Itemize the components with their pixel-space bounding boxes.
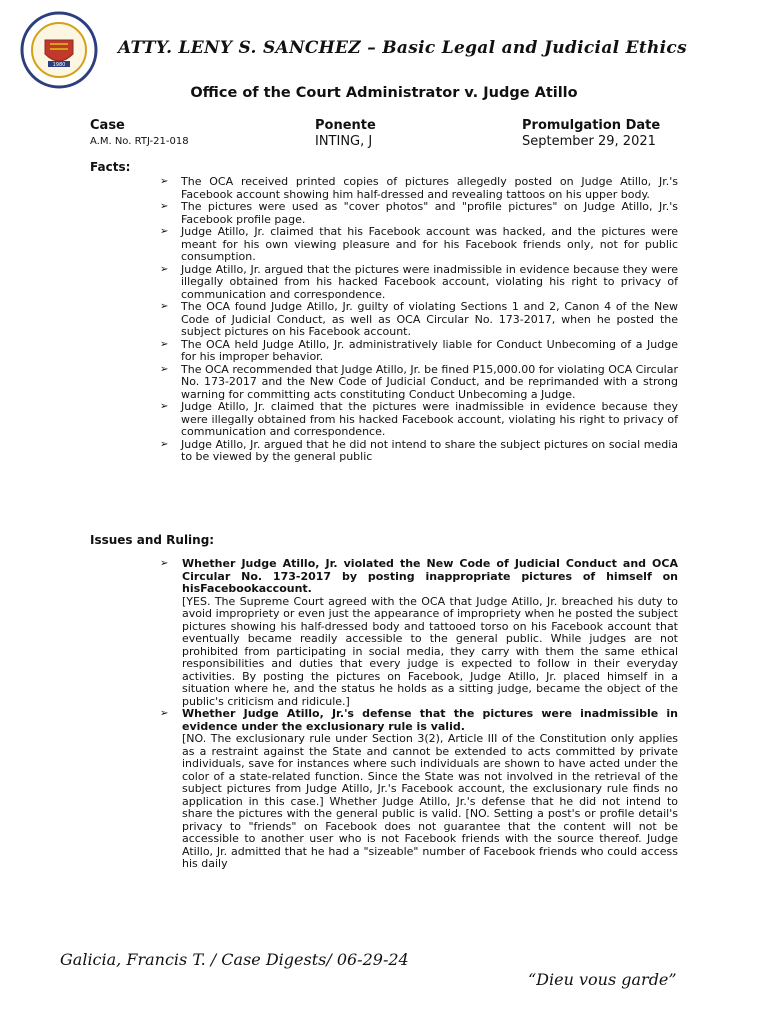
svg-text:1980: 1980 — [52, 62, 66, 68]
issues-label: Issues and Ruling: — [90, 533, 215, 547]
list-item: ➢ Judge Atillo, Jr. argued that the pictures were inadmissible in evidence because they were illegally obtained from his hacked Facebook account, violating his right to privacy of communication and correspondence. — [160, 262, 678, 301]
ponente-value: INTING, J — [315, 134, 373, 149]
arrow-bullet-icon: ➢ — [160, 558, 169, 569]
issue-ruling: [YES. The Supreme Court agreed with the OCA that Judge Atillo, Jr. breached his duty to avoid impropriety or even just the appearance of impropriety when he posted the subject pictures showing his half-dressed body and tattooed torso on his Facebook account that eventually became readily accessible to the general public. While judges are not prohibited from participating in social media, they carry with them the same ethical responsibilities and duties that every judge is expected to follow in their everyday activities. By posting the pictures on Facebook, Judge Atillo, Jr. placed himself in a situation where he, and the status he holds as a sitting judge, became the object of the public's criticism and ridicule.] — [182, 594, 678, 708]
arrow-bullet-icon: ➢ — [160, 201, 169, 212]
college-seal-icon — [10, 10, 108, 90]
ponente-label: Ponente — [315, 118, 376, 133]
date-meta — [522, 118, 660, 149]
list-item — [160, 708, 678, 871]
list-item: ➢ The OCA recommended that Judge Atillo, Jr. be fined P15,000.00 for violating OCA Circular No. 173-2017 and the New Code of Judicial Conduct, and be reprimanded with a strong warning for committing acts constituting Conduct Unbecoming a Judge. — [160, 362, 678, 401]
list-item: ➢ Judge Atillo, Jr. claimed that his Facebook account was hacked, and the pictures were meant for his own viewing pleasure and for his Facebook friends only, not for public consumption. — [160, 225, 678, 263]
header-title: ATTY. LENY S. SANCHEZ – Basic Legal and Judicial Ethics — [118, 38, 687, 58]
arrow-bullet-icon: ➢ — [160, 708, 169, 719]
arrow-bullet-icon: ➢ — [160, 338, 169, 350]
arrow-bullet-icon: ➢ — [160, 263, 169, 275]
case-value: A.M. No. RTJ-21-018 — [90, 136, 189, 147]
arrow-bullet-icon: ➢ — [160, 438, 169, 450]
arrow-bullet-icon: ➢ — [160, 226, 169, 237]
footer-author: Galicia, Francis T. / Case Digests/ 06-29-24 — [60, 950, 409, 969]
case-label: Case — [90, 118, 125, 133]
facts-label: Facts: — [90, 160, 131, 174]
footer-motto: “Dieu vous garde” — [528, 970, 677, 989]
list-item: ➢ The pictures were used as "cover photos" and "profile pictures" on Judge Atillo, Jr.'s Facebook profile page. — [160, 200, 678, 226]
list-item: ➢ The OCA received printed copies of pictures allegedly posted on Judge Atillo, Jr.'s Facebook account showing him half-dressed and revealing tattoos on his upper body. — [160, 175, 678, 201]
facts-list — [160, 176, 678, 464]
arrow-bullet-icon: ➢ — [160, 301, 169, 312]
date-label: Promulgation Date — [522, 118, 661, 133]
issue-question: Whether Judge Atillo, Jr.'s defense that the pictures were inadmissible in evidence under the exclusionary rule is valid. — [182, 707, 678, 733]
case-meta — [90, 118, 189, 147]
ponente-meta — [315, 118, 376, 149]
issue-question: Whether Judge Atillo, Jr. violated the New Code of Judicial Conduct and OCA Circular No. 173-2017 by posting inappropriate pictures of himself on hisFacebookaccount. — [182, 557, 678, 595]
issues-list — [160, 558, 678, 871]
date-value: September 29, 2021 — [522, 134, 656, 149]
list-item: ➢ Judge Atillo, Jr. argued that he did not intend to share the subject pictures on social media to be viewed by the general public — [160, 437, 678, 463]
list-item: ➢ Judge Atillo, Jr. claimed that the pictures were inadmissible in evidence because they were illegally obtained from his hacked Facebook account, violating his right to privacy of communication and correspondence. — [160, 400, 678, 438]
arrow-bullet-icon: ➢ — [160, 176, 169, 187]
list-item: ➢ The OCA held Judge Atillo, Jr. administratively liable for Conduct Unbecoming of a Judge for his improper behavior. — [160, 337, 678, 363]
list-item — [160, 558, 678, 708]
arrow-bullet-icon: ➢ — [160, 363, 169, 375]
arrow-bullet-icon: ➢ — [160, 401, 169, 412]
document-title: Office of the Court Administrator v. Judge Atillo — [190, 85, 578, 101]
list-item: ➢ The OCA found Judge Atillo, Jr. guilty of violating Sections 1 and 2, Canon 4 of the New Code of Judicial Conduct, as well as OCA Circular No. 173-2017, when he posted the subject pictures on his Facebook account. — [160, 300, 678, 338]
issue-ruling: [NO. The exclusionary rule under Section 3(2), Article III of the Constitution only applies as a restraint against the State and cannot be extended to acts committed by private individuals, save for instances where such individuals are shown to have acted under the color of a state-related function. Since the State was not involved in the retrieval of the subject pictures from Judge Atillo, Jr.'s Facebook account, the exclusionary rule finds no application in this case.] Whether Judge Atillo, Jr.'s defense that he did not intend to share the pictures with the general public is valid. [NO. Setting a post's or profile detail's privacy to "friends" on Facebook does not guarantee that the content will not be accessible to another user who is not Facebook friends with the source thereof. Judge Atillo, Jr. admitted that he had a "sizeable" number of Facebook friends who could access his daily — [182, 732, 678, 870]
